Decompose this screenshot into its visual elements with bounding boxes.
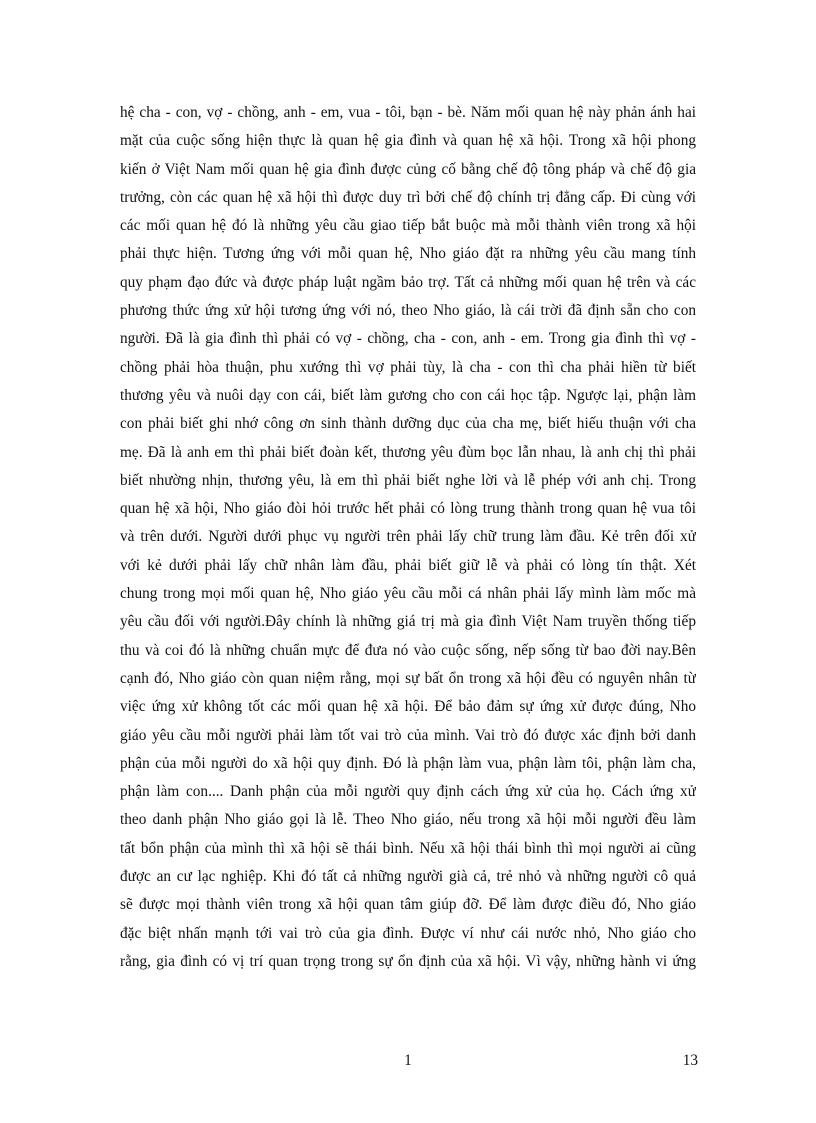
page-number-right: 13 <box>682 1052 698 1069</box>
text-line: tất bổn phận của mình thì xã hội sẽ thái bình. Nếu xã hội thái bình thì mọi người ai cũng <box>120 839 696 857</box>
text-line: rằng, gia đình có vị trí quan trọng trong sự ổn định của xã hội. Vì vậy, những hành vi ứng <box>120 952 696 970</box>
body-paragraph <box>120 99 696 976</box>
text-line: theo danh phận Nho giáo gọi là lễ. Theo Nho giáo, nếu trong xã hội mỗi người đều làm <box>120 811 696 829</box>
text-line: con phải biết ghi nhớ công ơn sinh thành dưỡng dục của cha mẹ, biết hiếu thuận với cha <box>120 415 696 433</box>
text-line: được an cư lạc nghiệp. Khi đó tất cả những người già cả, trẻ nhỏ và những người cô quả <box>120 868 696 886</box>
text-line: cạnh đó, Nho giáo còn quan niệm rằng, mọi sự bất ổn trong xã hội đều có nguyên nhân từ <box>120 669 696 687</box>
text-line: thu và coi đó là những chuẩn mực để đưa nó vào cuộc sống, nếp sống từ bao đời nay.Bên <box>120 641 696 659</box>
text-line: kiến ở Việt Nam mối quan hệ gia đình được củng cố bằng chế độ tông pháp và chế độ gia <box>120 160 696 178</box>
text-line: thương yêu và nuôi dạy con cái, biết làm gương cho con cái học tập. Ngược lại, phận làm <box>120 386 696 404</box>
text-line: phải thực hiện. Tương ứng với mỗi quan hệ, Nho giáo đặt ra những yêu cầu mang tính <box>120 245 696 263</box>
text-line: yêu cầu đối với người.Đây chính là những giá trị mà gia đình Việt Nam truyền thống tiếp <box>120 613 696 631</box>
page-number-center: 1 <box>404 1052 412 1069</box>
text-line: chồng phải hòa thuận, phu xướng thì vợ phải tùy, là cha - con thì cha phải hiền từ biết <box>120 358 696 376</box>
text-line: với kẻ dưới phải lấy chữ nhân làm đầu, phải biết giữ lễ và phải có lòng tín thật. Xét <box>120 556 696 574</box>
text-line: các mối quan hệ đó là những yêu cầu giao tiếp bắt buộc mà mỗi thành viên trong xã hội <box>120 217 696 235</box>
text-line: biết nhường nhịn, thương yêu, là em thì phải biết nghe lời và lễ phép với anh chị. Trong <box>120 471 696 489</box>
text-line: người. Đã là gia đình thì phải có vợ - chồng, cha - con, anh - em. Trong gia đình thì vợ - <box>120 330 696 348</box>
text-line: phương thức ứng xử hội tương ứng với nó, theo Nho giáo, là cái trời đã định sẵn cho con <box>120 302 696 320</box>
text-line: mặt của cuộc sống hiện thực là quan hệ gia đình và quan hệ xã hội. Trong xã hội phong <box>120 132 696 150</box>
text-line: sẽ được mọi thành viên trong xã hội quan tâm giúp đỡ. Để làm được điều đó, Nho giáo <box>120 896 696 914</box>
text-line: đặc biệt nhấn mạnh tới vai trò của gia đình. Được ví như cái nước nhỏ, Nho giáo cho <box>120 924 696 942</box>
text-line: và trên dưới. Người dưới phục vụ người trên phải lấy chữ trung làm đầu. Kẻ trên đối xử <box>120 528 696 546</box>
text-line: hệ cha - con, vợ - chồng, anh - em, vua - tôi, bạn - bè. Năm mối quan hệ này phản ánh hai <box>120 104 696 121</box>
text-line: mẹ. Đã là anh em thì phải biết đoàn kết, thương yêu đùm bọc lẫn nhau, là anh chị thì phải <box>120 443 696 461</box>
text-line: quan hệ xã hội, Nho giáo đòi hỏi trước hết phải có lòng trung thành trong quan hệ vua tôi <box>120 500 696 518</box>
text-line: giáo yêu cầu mỗi người phải làm tốt vai trò của mình. Vai trò đó được xác định bởi danh <box>120 726 696 744</box>
text-line: quy phạm đạo đức và được pháp luật ngầm bảo trợ. Tất cả những mối quan hệ trên và các <box>120 273 696 291</box>
text-line: phận làm con.... Danh phận của mỗi người quy định cách ứng xử của họ. Cách ứng xử <box>120 783 696 801</box>
text-line: việc ứng xử không tốt các mối quan hệ xã hội. Để bảo đảm sự ứng xử được đúng, Nho <box>120 698 696 716</box>
text-line: trưởng, còn các quan hệ xã hội thì được duy trì bởi chế độ chính trị đẳng cấp. Đi cùng với <box>120 188 696 206</box>
text-line: chung trong mọi mối quan hệ, Nho giáo yêu cầu mỗi cá nhân phải lấy mình làm mốc mà <box>120 585 696 603</box>
text-line: phận của mỗi người do xã hội quy định. Đó là phận làm vua, phận làm tôi, phận làm cha, <box>120 754 696 772</box>
